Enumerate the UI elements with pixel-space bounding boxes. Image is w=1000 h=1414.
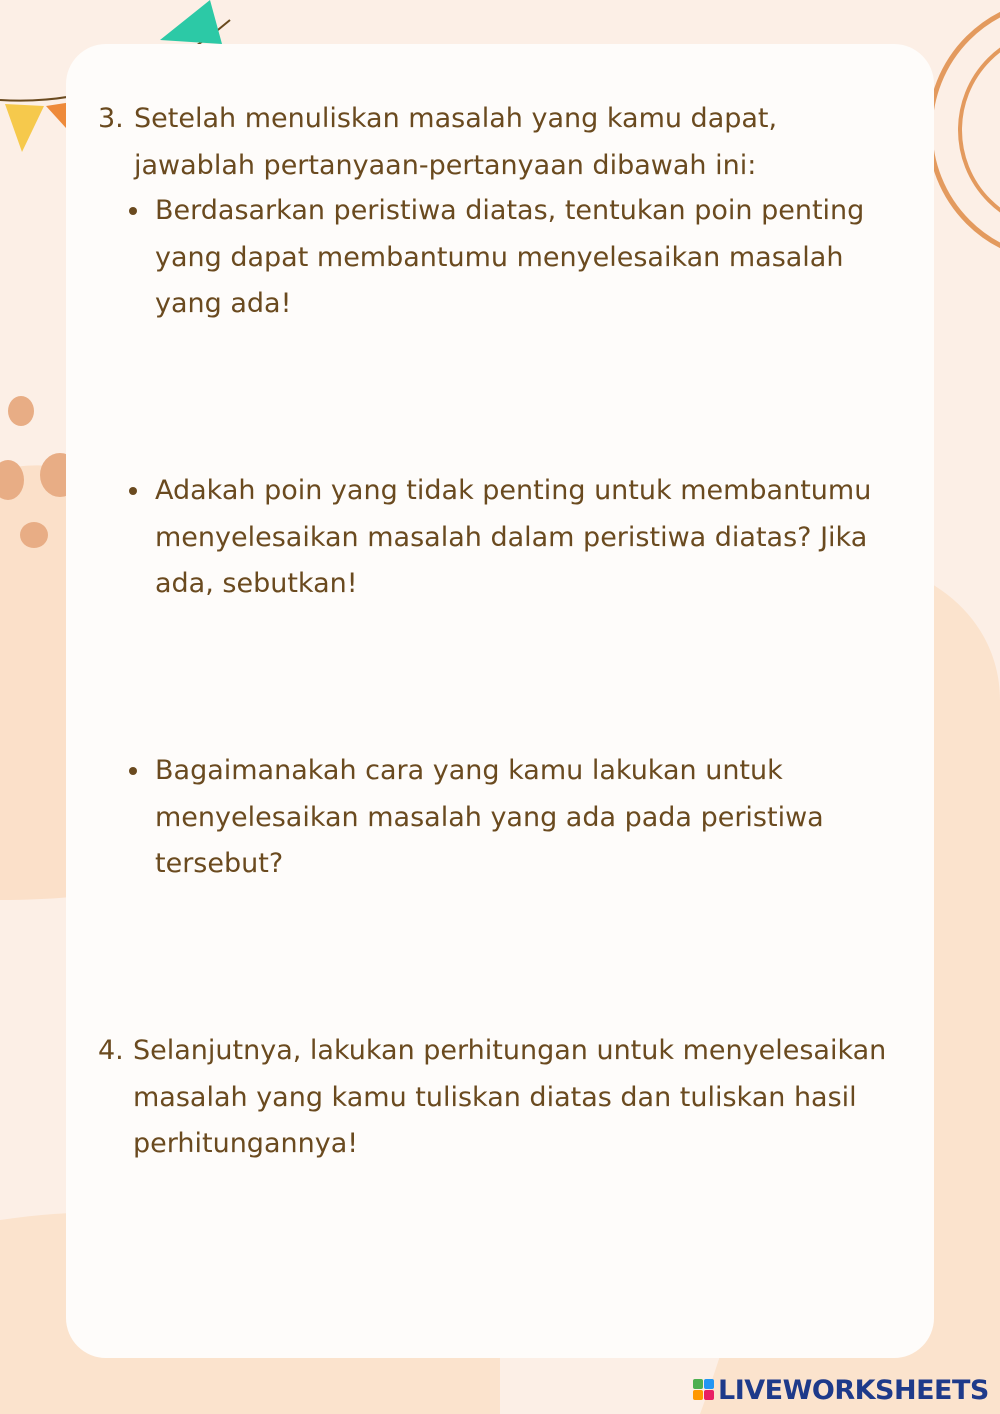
bullet-dot-icon — [129, 207, 137, 215]
liveworksheets-logo-icon — [693, 1379, 715, 1401]
bullet-3-line: menyelesaikan masalah yang ada pada peristiwa — [155, 801, 824, 833]
bullet-1-line: Berdasarkan peristiwa diatas, tentukan poin penting — [155, 195, 865, 226]
question-4-line: masalah yang kamu tuliskan diatas dan tuliskan hasil — [133, 1081, 857, 1113]
question-4-number: 4. — [98, 1035, 124, 1066]
question-3-line: Setelah menuliskan masalah yang kamu dapat, — [134, 103, 778, 134]
question-4 — [98, 1028, 886, 1168]
question-3-line: jawablah pertanyaan-pertanyaan dibawah ini: — [134, 149, 757, 181]
bullet-1-line: yang ada! — [155, 288, 292, 319]
bullet-3-line: Bagaimanakah cara yang kamu lakukan untuk — [155, 755, 783, 786]
bullet-1-line: yang dapat membantumu menyelesaikan masalah — [155, 241, 844, 273]
question-4-line: Selanjutnya, lakukan perhitungan untuk menyelesaikan — [133, 1035, 887, 1066]
question-3-number: 3. — [98, 103, 124, 134]
bullet-2-line: menyelesaikan masalah dalam peristiwa diatas? Jika — [155, 521, 868, 553]
bullet-dot-icon — [129, 487, 137, 495]
bullet-3-line: tersebut? — [155, 848, 284, 879]
bullet-2-line: Adakah poin yang tidak penting untuk membantumu — [155, 475, 872, 506]
bullet-2-line: ada, sebutkan! — [155, 568, 358, 599]
question-4-line: perhitungannya! — [133, 1128, 359, 1159]
logo-text: LIVEWORKSHEETS — [718, 1374, 989, 1406]
question-3 — [98, 96, 777, 189]
bullet-dot-icon — [129, 767, 137, 775]
liveworksheets-logo[interactable] — [693, 1374, 989, 1406]
